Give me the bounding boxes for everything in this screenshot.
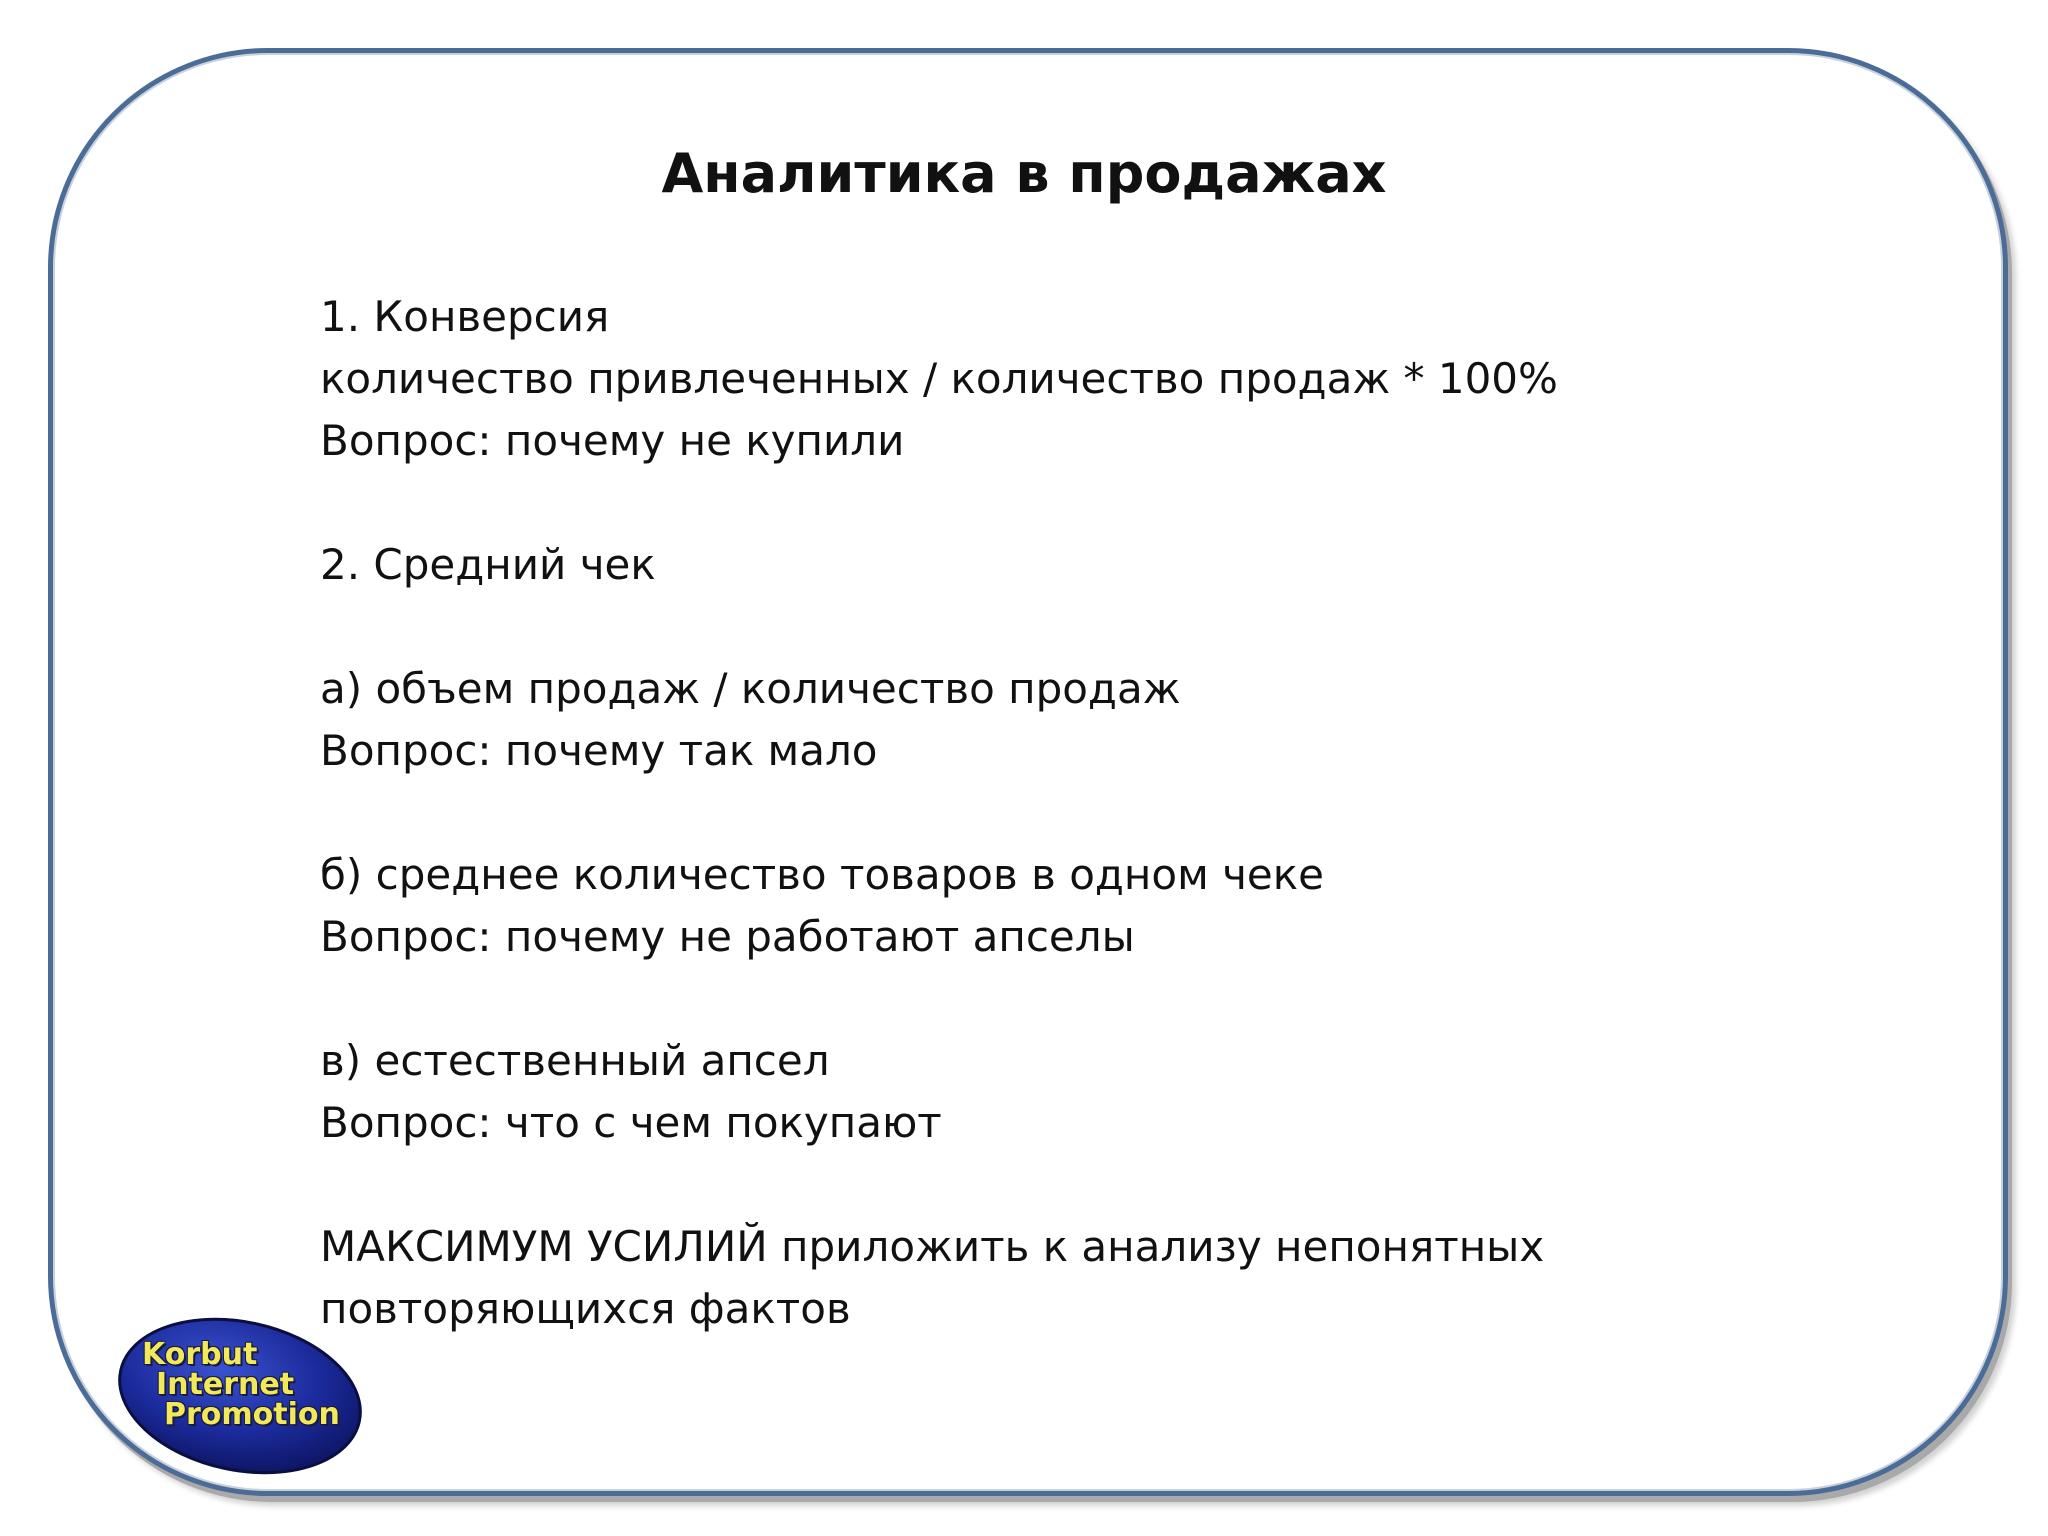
slide-title: Аналитика в продажах [661, 142, 1387, 205]
logo-line-3: Promotion [164, 1397, 340, 1432]
content-line: 2. Средний чек [320, 540, 656, 589]
content-line: МАКСИМУМ УСИЛИЙ приложить к анализу непонятных [320, 1222, 1545, 1271]
content-line: Вопрос: почему не купили [320, 416, 905, 465]
content-line: Вопрос: почему не работают апселы [320, 912, 1135, 961]
content-line: в) естественный апсел [320, 1036, 830, 1085]
content-gap [320, 472, 1680, 534]
content-gap [320, 1154, 1680, 1216]
content-gap [320, 968, 1680, 1030]
content-line: а) объем продаж / количество продаж [320, 664, 1181, 713]
content-gap [320, 782, 1680, 844]
logo-line-2: Internet [156, 1367, 295, 1402]
content-line: количество привлеченных / количество продаж * 100% [320, 354, 1558, 403]
content-line: Вопрос: почему так мало [320, 726, 878, 775]
content-line: повторяющихся фактов [320, 1284, 851, 1333]
logo-line-1: Korbut [142, 1337, 258, 1372]
content-gap [320, 596, 1680, 658]
slide-content [320, 286, 1680, 1340]
content-line: 1. Конверсия [320, 292, 610, 341]
company-logo [112, 1316, 368, 1476]
content-line: б) среднее количество товаров в одном чеке [320, 850, 1324, 899]
content-line: Вопрос: что с чем покупают [320, 1098, 942, 1147]
